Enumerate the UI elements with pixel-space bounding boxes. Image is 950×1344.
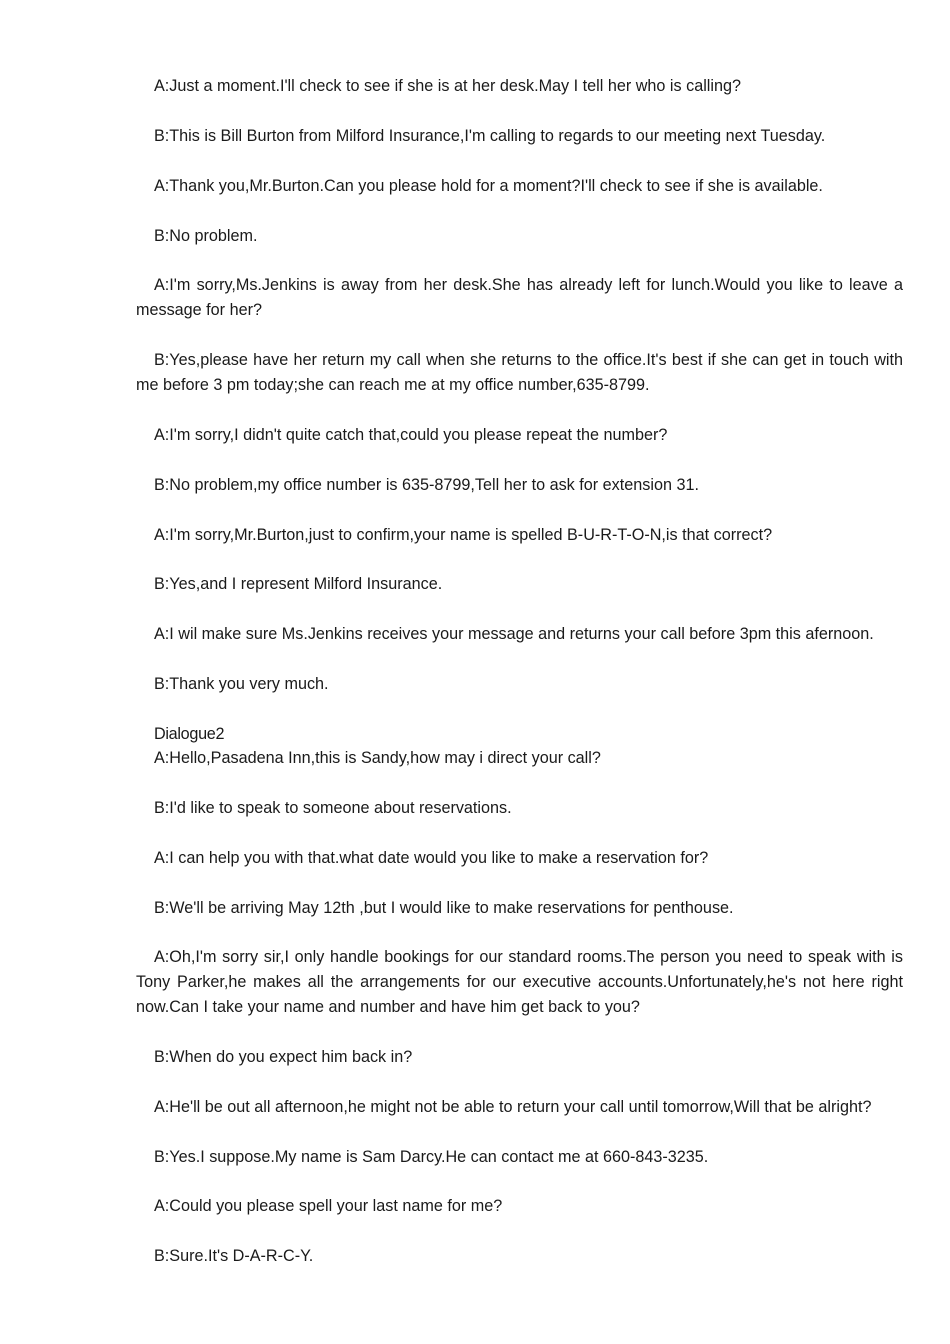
dialogue-line: B:Yes.I suppose.My name is Sam Darcy.He can contact me at 660-843-3235. — [154, 1148, 709, 1166]
dialogue-line: B:No problem. — [154, 227, 258, 245]
dialogue-line: A:I can help you with that.what date would you like to make a reservation for? — [154, 849, 709, 867]
dialogue-line: B:We'll be arriving May 12th ,but I would like to make reservations for penthouse. — [154, 899, 734, 917]
dialogue-line: A:Oh,I'm sorry sir,I only handle bookings for our standard rooms.The person you need to speak with is Tony Parker,he makes all the arrangements for our executive accounts.Unfortunately,he's not here right now.Can I take your name and number and have him get back to you? — [136, 948, 903, 1016]
dialogue-line: B:Sure.It's D-A-R-C-Y. — [154, 1247, 314, 1265]
dialogue-line: B:Yes,and I represent Milford Insurance. — [154, 575, 443, 593]
dialogue-line: B:Yes,please have her return my call when she returns to the office.It's best if she can get in touch with me before 3 pm today;she can reach me at my office number,635-8799. — [136, 351, 903, 394]
dialogue-line: A:Thank you,Mr.Burton.Can you please hold for a moment?I'll check to see if she is available. — [154, 177, 823, 195]
dialogue-line: A:Could you please spell your last name for me? — [154, 1197, 503, 1215]
dialogue-line: A:I wil make sure Ms.Jenkins receives your message and returns your call before 3pm this afernoon. — [154, 625, 874, 643]
dialogue-line: B:This is Bill Burton from Milford Insurance,I'm calling to regards to our meeting next Tuesday. — [154, 127, 826, 145]
dialogue-line: A:I'm sorry,I didn't quite catch that,could you please repeat the number? — [154, 426, 668, 444]
dialogue-line: B:No problem,my office number is 635-8799,Tell her to ask for extension 31. — [154, 476, 699, 494]
dialogue-line: A:I'm sorry,Ms.Jenkins is away from her desk.She has already left for lunch.Would you like to leave a message for her? — [136, 276, 903, 319]
section-heading: Dialogue2 — [154, 725, 225, 743]
dialogue-line: A:I'm sorry,Mr.Burton,just to confirm,your name is spelled B-U-R-T-O-N,is that correct? — [154, 526, 773, 544]
dialogue-line: A:He'll be out all afternoon,he might not be able to return your call until tomorrow,Will that be alright? — [154, 1098, 872, 1116]
dialogue-line: B:When do you expect him back in? — [154, 1048, 413, 1066]
dialogue-line: A:Just a moment.I'll check to see if she is at her desk.May I tell her who is calling? — [154, 77, 741, 95]
dialogue-line: B:I'd like to speak to someone about reservations. — [154, 799, 512, 817]
dialogue-line: B:Thank you very much. — [154, 675, 329, 693]
dialogue-line: A:Hello,Pasadena Inn,this is Sandy,how may i direct your call? — [154, 749, 601, 767]
